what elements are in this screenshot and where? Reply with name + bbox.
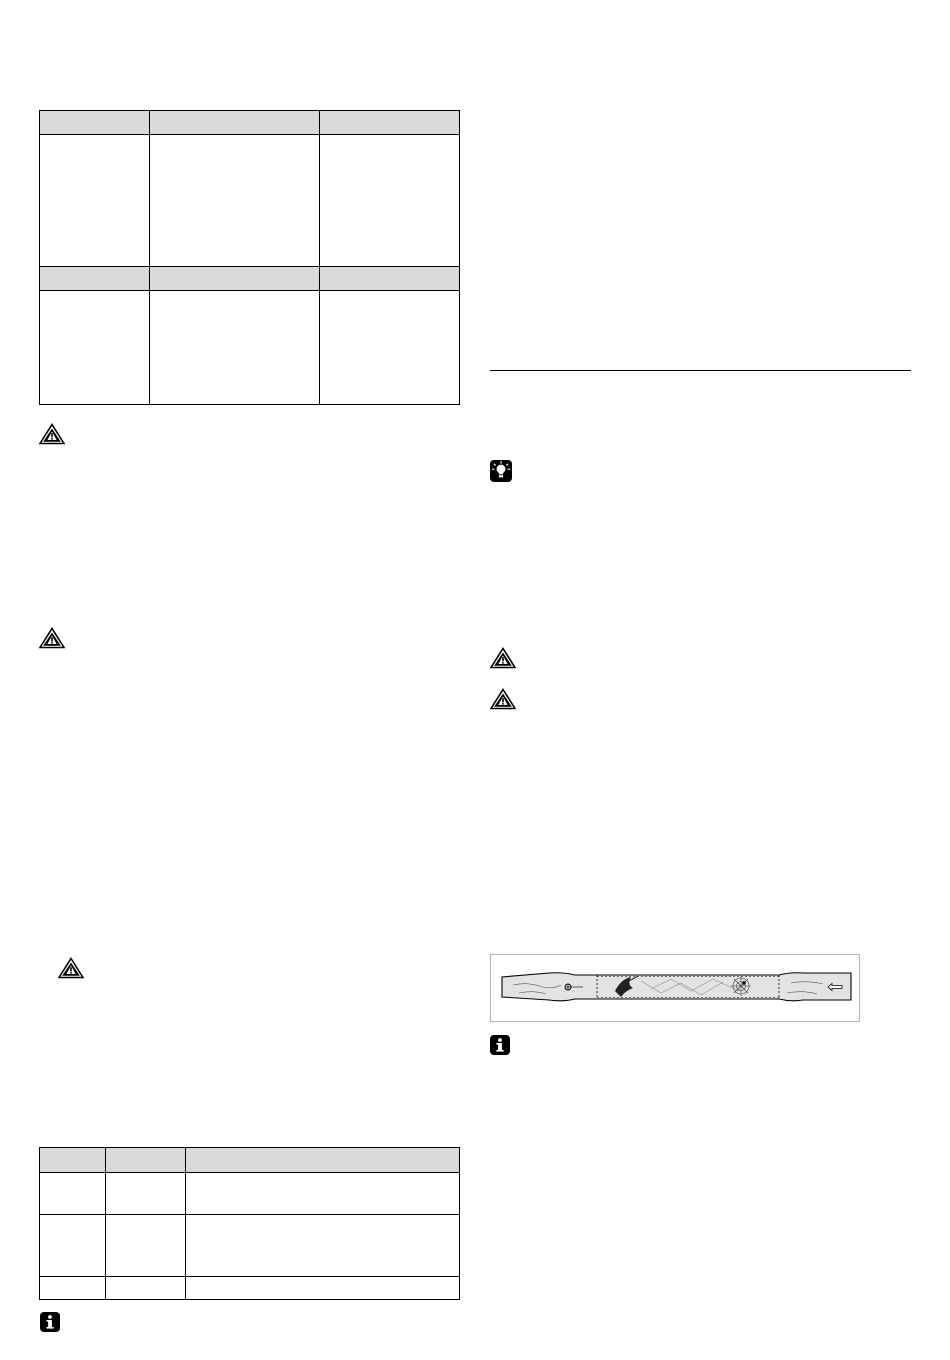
table-cell — [106, 1215, 186, 1277]
info-icon — [40, 1312, 60, 1332]
warning-triangle-icon — [490, 688, 516, 710]
specifications-table — [39, 110, 460, 405]
table-header-cell — [40, 111, 150, 135]
table-cell — [186, 1173, 460, 1215]
lightbulb-icon — [490, 460, 512, 482]
table-header-cell — [186, 1148, 460, 1173]
table-header-row — [40, 267, 460, 291]
table-cell — [150, 135, 320, 267]
table-row — [40, 135, 460, 267]
warning-triangle-icon — [39, 627, 65, 649]
table-cell — [106, 1173, 186, 1215]
table-header-cell — [150, 111, 320, 135]
section-divider — [490, 370, 911, 371]
table-header-cell — [106, 1148, 186, 1173]
table-cell — [40, 1277, 106, 1300]
table-header-row — [40, 111, 460, 135]
table-cell — [320, 135, 460, 267]
warning-triangle-icon — [490, 647, 516, 669]
table-header-cell — [320, 267, 460, 291]
table-row — [40, 1215, 460, 1277]
table-header-cell — [150, 267, 320, 291]
table-header-cell — [40, 267, 150, 291]
warning-triangle-icon — [58, 957, 84, 979]
mulching-blade-illustration — [491, 955, 859, 1021]
table-header-cell — [320, 111, 460, 135]
table-cell — [40, 135, 150, 267]
service-interval-table — [39, 1147, 460, 1300]
table-cell — [40, 291, 150, 405]
table-cell — [40, 1173, 106, 1215]
mulching-blade-figure — [490, 954, 860, 1022]
table-header-cell — [40, 1148, 106, 1173]
table-cell — [186, 1277, 460, 1300]
table-header-row — [40, 1148, 460, 1173]
table-row — [40, 291, 460, 405]
table-row — [40, 1173, 460, 1215]
table-cell — [106, 1277, 186, 1300]
table-cell — [40, 1215, 106, 1277]
table-cell — [320, 291, 460, 405]
table-row — [40, 1277, 460, 1300]
info-icon — [490, 1035, 510, 1055]
table-cell — [186, 1215, 460, 1277]
table-cell — [150, 291, 320, 405]
warning-triangle-icon — [39, 423, 65, 445]
